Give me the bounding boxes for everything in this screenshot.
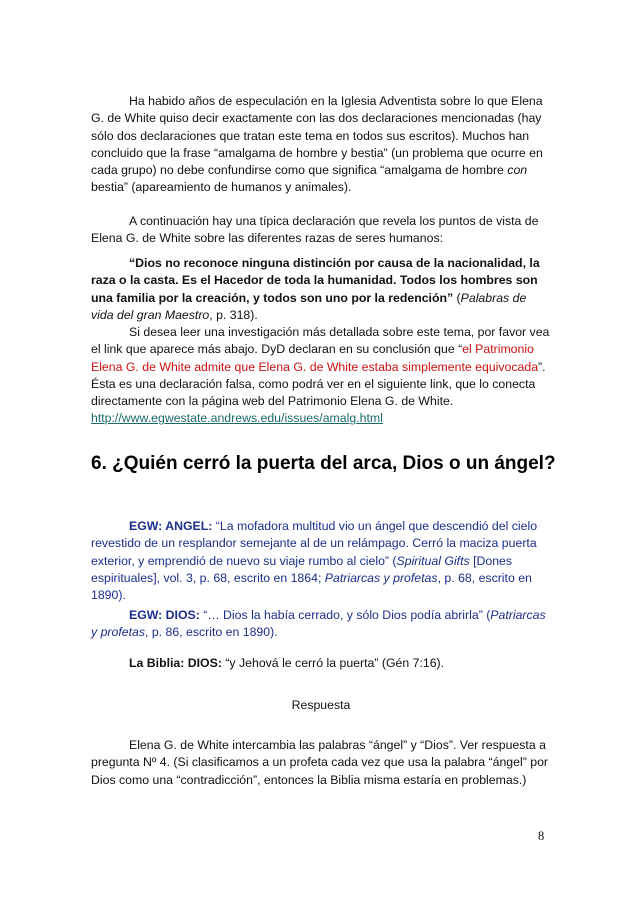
paragraph-research-link: Si desea leer una investigación más detallada sobre este tema, por favor vea el link que aparece más abajo. DyD declaran en su conclusión que “el Patrimonio Elena G. de White admite que Elena G. de White estaba simplemente equivocada”. Ésta es una declaración falsa, como podrá ver en el siguiente link, que lo conecta directamente con la página web del Patrimonio Elena G. de White. http://www.egwestate.andrews.edu/issues/amalg.html (91, 325, 550, 426)
respuesta-heading: Respuesta (291, 698, 351, 712)
paragraph-quote: “Dios no reconoce ninguna distinción por causa de la nacionalidad, la raza o la casta. Es el Hacedor de toda la humanidad. Todos los hombres son una familia por la creación, y todos son uno por la redención” (Palabras de vida del gran Maestro, p. 318). (91, 256, 540, 322)
paragraph-speculation: Ha habido años de especulación en la Iglesia Adventista sobre lo que Elena G. de White quiso decir exactamente con las dos declaraciones mencionadas (hay sólo dos declaraciones que tratan este tema en todos sus escritos). Muchos han concluido que la frase “amalgama de hombre y bestia” (un problema que ocurre en cada grupo) no debe confundirse como que significa “amalgama de hombre con bestia” (apareamiento de humanos y animales). (91, 94, 543, 195)
label-biblia: La Biblia: DIOS: (129, 656, 222, 670)
emphasis-con: con (507, 163, 528, 178)
quote-text: “Dios no reconoce ninguna distinción por causa de la nacionalidad, la raza o la casta. Es el Hacedor de toda la humanidad. Todos los hombres son una familia por la creación, y todos son uno por la redención” (91, 256, 540, 305)
paragraph-answer: Elena G. de White intercambia las palabras “ángel” y “Dios”. Ver respuesta a pregunta Nº 4. (Si clasificamos a un profeta cada vez que usa la palabra “ángel” por Dios como una “contradicción”, entonces la Biblia misma estaría en problemas.) (91, 738, 549, 787)
paragraph-intro-quote: A continuación hay una típica declaración que revela los puntos de vista de Elena G. de White sobre las diferentes razas de seres humanos: (91, 214, 539, 246)
label-egw-angel: EGW: ANGEL: (129, 519, 213, 533)
page-number: 8 (538, 829, 545, 843)
label-egw-dios: EGW: DIOS: (129, 608, 200, 622)
quote-source: Palabras de vida del gran Maestro (91, 290, 527, 322)
paragraph-egw-angel: EGW: ANGEL: “La mofadora multitud vio un ángel que descendió del cielo revestido de un resplandor semejante al de un relámpago. Cerró la maciza puerta exterior, y emprendió de nuevo su viaje rumbo al cielo” (Spiritual Gifts [Dones espirituales], vol. 3, p. 68, escrito en 1864; Patriarcas y profetas, p. 68, escrito en 1890). (91, 519, 538, 603)
paragraph-biblia: La Biblia: DIOS: “y Jehová le cerró la puerta” (Gén 7:16). (129, 656, 445, 670)
paragraph-egw-dios: EGW: DIOS: “… Dios la había cerrado, y sólo Dios podía abrirla” (Patriarcas y profetas, p. 86, escrito en 1890). (91, 608, 546, 640)
section-heading: 6. ¿Quién cerró la puerta del arca, Dios o un ángel? (91, 453, 556, 474)
highlighted-claim: el Patrimonio Elena G. de White admite que Elena G. de White estaba simplemente equivocada (91, 342, 539, 374)
egwestate-link[interactable]: http://www.egwestate.andrews.edu/issues/amalg.html (91, 411, 383, 426)
